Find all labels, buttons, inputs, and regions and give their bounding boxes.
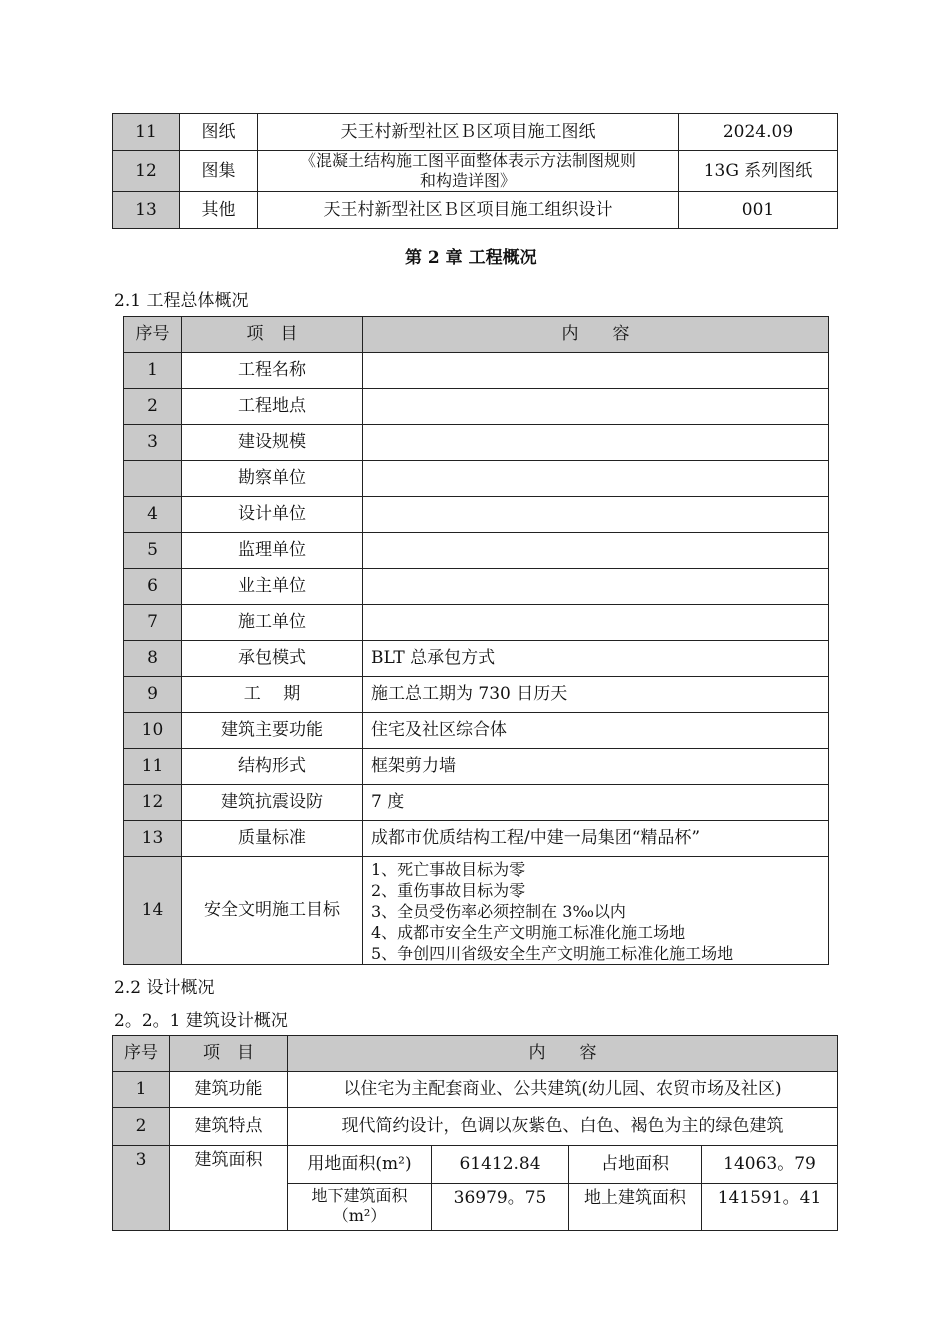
doc-name: 天王村新型社区Ｂ区项目施工组织设计 [258, 192, 679, 229]
table-row [113, 114, 838, 151]
row-content: 住宅及社区综合体 [363, 713, 829, 749]
doc-name-line-2: 和构造详图》 [419, 171, 516, 190]
row-number: 13 [113, 192, 180, 229]
table-row [124, 461, 829, 497]
doc-type: 图纸 [180, 114, 258, 151]
row-content: 现代简约设计，色调以灰紫色、白色、褐色为主的绿色建筑 [288, 1108, 838, 1146]
row-item: 建筑功能 [170, 1072, 288, 1108]
row-item: 业主单位 [182, 569, 363, 605]
table-row [113, 1108, 838, 1146]
safety-target-line: 4、成都市安全生产文明施工标准化施工场地 [371, 923, 686, 942]
row-content [363, 425, 829, 461]
row-content: 7 度 [363, 785, 829, 821]
row-content [363, 497, 829, 533]
row-content: 框架剪力墙 [363, 749, 829, 785]
row-number: 12 [113, 151, 180, 192]
occupied-area-label: 占地面积 [569, 1146, 702, 1184]
safety-target-line: 5、争创四川省级安全生产文明施工标准化施工场地 [371, 944, 734, 963]
row-number: 9 [124, 677, 182, 713]
doc-code: 001 [679, 192, 838, 229]
row-number: 4 [124, 497, 182, 533]
row-number: 7 [124, 605, 182, 641]
table-row-safety [124, 857, 829, 965]
table-row [113, 1146, 838, 1184]
row-number: 1 [124, 353, 182, 389]
underground-area-label-line-1: 地下建筑面积 [311, 1186, 408, 1205]
safety-target-line: 3、全员受伤率必须控制在 3‰以内 [371, 902, 626, 921]
row-number [124, 461, 182, 497]
above-ground-area-value: 141591。41 [702, 1184, 838, 1231]
row-item: 结构形式 [182, 749, 363, 785]
underground-area-label [288, 1184, 432, 1231]
table-row [124, 497, 829, 533]
row-item: 设计单位 [182, 497, 363, 533]
row-number: 11 [124, 749, 182, 785]
section-heading-2-1: 2.1 工程总体概况 [114, 291, 249, 311]
table-row [124, 749, 829, 785]
safety-targets [363, 857, 829, 965]
row-number: 2 [124, 389, 182, 425]
row-number: 3 [124, 425, 182, 461]
safety-target-line: 2、重伤事故目标为零 [371, 881, 526, 900]
row-item: 安全文明施工目标 [182, 857, 363, 965]
row-content: 以住宅为主配套商业、公共建筑(幼儿园、农贸市场及社区) [288, 1072, 838, 1108]
row-item: 施工单位 [182, 605, 363, 641]
architectural-design-table [112, 1035, 838, 1231]
row-number: 3 [113, 1146, 170, 1231]
table-row [113, 192, 838, 229]
doc-type: 图集 [180, 151, 258, 192]
table-row [113, 151, 838, 192]
table-row [124, 821, 829, 857]
row-item: 工程地点 [182, 389, 363, 425]
underground-area-value: 36979。75 [432, 1184, 569, 1231]
header-content: 内 容 [288, 1036, 838, 1072]
table-row [124, 677, 829, 713]
row-item: 建筑特点 [170, 1108, 288, 1146]
table-row [113, 1072, 838, 1108]
row-item: 勘察单位 [182, 461, 363, 497]
land-area-value: 61412.84 [432, 1146, 569, 1184]
row-content [363, 605, 829, 641]
above-ground-area-label: 地上建筑面积 [569, 1184, 702, 1231]
land-area-label: 用地面积(m²) [288, 1146, 432, 1184]
row-item: 建设规模 [182, 425, 363, 461]
row-number: 10 [124, 713, 182, 749]
row-number: 11 [113, 114, 180, 151]
row-number: 8 [124, 641, 182, 677]
table-row [124, 569, 829, 605]
row-content [363, 353, 829, 389]
row-item: 承包模式 [182, 641, 363, 677]
row-number: 6 [124, 569, 182, 605]
doc-name: 天王村新型社区Ｂ区项目施工图纸 [258, 114, 679, 151]
row-item: 监理单位 [182, 533, 363, 569]
header-no: 序号 [113, 1036, 170, 1072]
row-number: 12 [124, 785, 182, 821]
reference-documents-table [112, 113, 838, 229]
header-no: 序号 [124, 317, 182, 353]
row-number: 13 [124, 821, 182, 857]
table-row [124, 353, 829, 389]
row-item: 建筑主要功能 [182, 713, 363, 749]
table-header-row [124, 317, 829, 353]
row-number: 2 [113, 1108, 170, 1146]
underground-area-label-line-2: （m²） [332, 1206, 387, 1225]
row-item: 建筑抗震设防 [182, 785, 363, 821]
doc-name [258, 151, 679, 192]
table-row [124, 425, 829, 461]
row-item: 工 期 [182, 677, 363, 713]
row-content: BLT 总承包方式 [363, 641, 829, 677]
safety-target-line: 1、死亡事故目标为零 [371, 860, 526, 879]
doc-code: 13G 系列图纸 [679, 151, 838, 192]
section-heading-2-2-1: 2。2。1 建筑设计概况 [114, 1011, 288, 1031]
table-row [124, 785, 829, 821]
row-item: 建筑面积 [170, 1146, 288, 1231]
doc-code: 2024.09 [679, 114, 838, 151]
row-item: 工程名称 [182, 353, 363, 389]
occupied-area-value: 14063。79 [702, 1146, 838, 1184]
table-row [124, 713, 829, 749]
header-item: 项 目 [170, 1036, 288, 1072]
row-content [363, 389, 829, 425]
doc-type: 其他 [180, 192, 258, 229]
header-item: 项 目 [182, 317, 363, 353]
row-number: 1 [113, 1072, 170, 1108]
row-content: 施工总工期为 730 日历天 [363, 677, 829, 713]
row-content [363, 461, 829, 497]
row-item: 质量标准 [182, 821, 363, 857]
section-heading-2-2: 2.2 设计概况 [114, 978, 215, 998]
header-content: 内 容 [363, 317, 829, 353]
table-row [124, 389, 829, 425]
table-row [124, 641, 829, 677]
table-row [124, 533, 829, 569]
doc-name-line-1: 《混凝土结构施工图平面整体表示方法制图规则 [299, 151, 636, 170]
row-number: 14 [124, 857, 182, 965]
row-content: 成都市优质结构工程/中建一局集团“精品杯” [363, 821, 829, 857]
project-overview-table [123, 316, 829, 965]
row-content [363, 569, 829, 605]
row-number: 5 [124, 533, 182, 569]
row-content [363, 533, 829, 569]
table-header-row [113, 1036, 838, 1072]
table-row [124, 605, 829, 641]
chapter-title: 第 2 章 工程概况 [405, 248, 537, 268]
